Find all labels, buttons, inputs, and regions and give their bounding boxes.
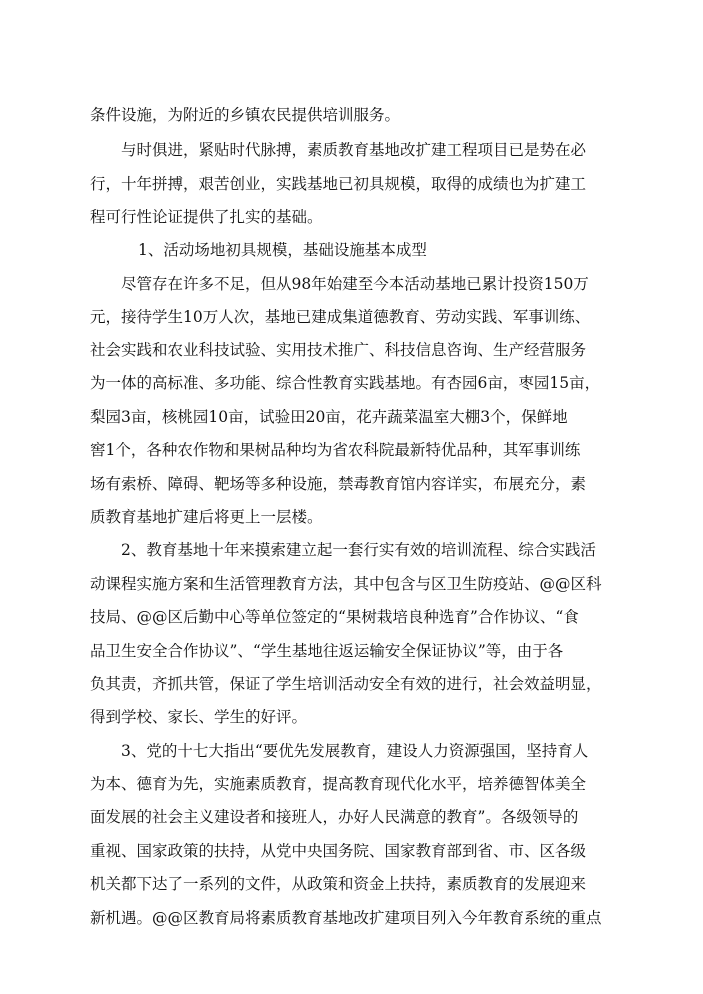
text-line-11: 窖1个，各种农作物和果树品种均为省农科院最新特优品种，其军事训练 <box>90 441 581 459</box>
section-heading-3: 3、党的十七大指出“要优先发展教育，建设人力资源强国，坚持育人 <box>121 742 589 760</box>
text-line-8: 社会实践和农业科技试验、实用技术推广、科技信息咨询、生产经营服务 <box>90 341 587 359</box>
section-heading-1: 1、活动场地初具规模，基础设施基本成型 <box>138 241 427 259</box>
text-line-12: 场有索桥、障碍、靶场等多种设施，禁毒教育馆内容详实，布展充分，素 <box>90 475 587 493</box>
text-line-4: 程可行性论证提供了扎实的基础。 <box>90 208 323 226</box>
text-line-22: 面发展的社会主义建设者和接班人，办好人民满意的教育”。各级领导的 <box>90 808 579 826</box>
text-line-17: 品卫生安全合作协议”、“学生基地往返运输安全保证协议”等，由于各 <box>90 642 564 660</box>
text-line-23: 重视、国家政策的扶持，从党中央国务院、国家教育部到省、市、区各级 <box>90 842 587 860</box>
text-line-16: 技局、@@区后勤中心等单位签定的“果树栽培良种选育”合作协议、“食 <box>90 608 579 626</box>
text-line-1: 条件设施，为附近的乡镇农民提供培训服务。 <box>90 106 401 124</box>
text-line-25: 新机遇。@@区教育局将素质教育基地改扩建项目列入今年教育系统的重点 <box>90 909 602 927</box>
text-line-13: 质教育基地扩建后将更上一层楼。 <box>90 508 323 526</box>
text-line-9: 为一体的高标准、多功能、综合性教育实践基地。有杏园6亩，枣园15亩， <box>90 374 601 392</box>
section-heading-2: 2、教育基地十年来摸索建立起一套行实有效的培训流程、综合实践活 <box>121 541 596 559</box>
text-line-2: 与时俱进，紧贴时代脉搏，素质教育基地改扩建工程项目已是势在必 <box>121 141 587 159</box>
text-line-10: 梨园3亩，核桃园10亩，试验田20亩，花卉蔬菜温室大棚3个，保鲜地 <box>90 408 568 426</box>
text-line-15: 动课程实施方案和生活管理教育方法，其中包含与区卫生防疫站、@@区科 <box>90 575 602 593</box>
text-line-7: 元，接待学生10万人次，基地已建成集道德教育、劳动实践、军事训练、 <box>90 308 591 326</box>
text-line-3: 行，十年拼搏，艰苦创业，实践基地已初具规模，取得的成绩也为扩建工 <box>90 175 587 193</box>
text-line-6: 尽管存在许多不足，但从98年始建至今本活动基地已累计投资150万 <box>121 275 589 293</box>
text-line-19: 得到学校、家长、学生的好评。 <box>90 708 308 726</box>
text-line-21: 为本、德育为先，实施素质教育，提高教育现代化水平，培养德智体美全 <box>90 775 587 793</box>
text-line-24: 机关都下达了一系列的文件，从政策和资金上扶持，素质教育的发展迎来 <box>90 875 587 893</box>
text-line-18: 负其责，齐抓共管，保证了学生培训活动安全有效的进行，社会效益明显， <box>90 675 602 693</box>
